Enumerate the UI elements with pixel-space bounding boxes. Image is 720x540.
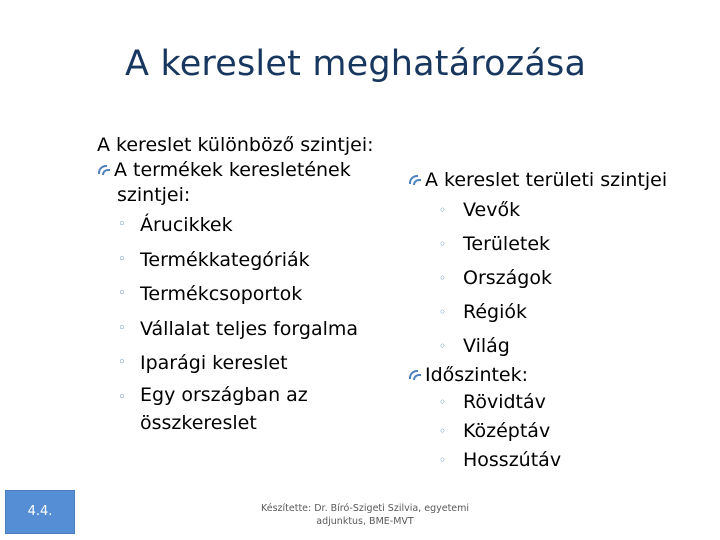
list-item: ◦ Területek [408, 227, 718, 261]
list-item: ◦ Termékcsoportok [97, 277, 417, 312]
sub-bullet-icon: ◦ [439, 305, 447, 319]
sub-bullet-icon: ◦ [118, 355, 126, 370]
group-heading-line2: szintjei: [117, 184, 191, 206]
group-heading [97, 158, 417, 208]
sub-bullet-icon: ◦ [439, 339, 447, 353]
left-column [97, 133, 417, 437]
slide-number-box: 4.4. [5, 490, 75, 534]
list-item: ◦ Régiók [408, 295, 718, 329]
list-item: ◦ Vállalat teljes forgalma [97, 312, 417, 347]
group-heading-line1: A termékek keresletének [114, 159, 351, 181]
list-item: ◦ Egy országban az összkereslet [97, 381, 417, 437]
list-item: ◦ Iparági kereslet [97, 346, 417, 381]
sub-bullet-icon: ◦ [439, 395, 447, 409]
time-heading: Időszintek: [408, 363, 718, 388]
intro-text: A kereslet különböző szintjei: [97, 134, 374, 156]
footer-line2: adjunktus, BME-MVT [316, 516, 414, 527]
sub-bullet-icon: ◦ [439, 237, 447, 251]
list-item: ◦ Hosszútáv [408, 446, 718, 475]
list-item: ◦ Középtáv [408, 417, 718, 446]
list-item: ◦ Világ [408, 329, 718, 363]
sub-bullet-icon: ◦ [439, 453, 447, 467]
bullet-icon [97, 165, 111, 175]
sub-bullet-icon: ◦ [118, 286, 126, 301]
sub-bullet-icon: ◦ [439, 203, 447, 217]
sub-bullet-icon: ◦ [118, 320, 126, 336]
territorial-heading: A kereslet területi szintjei [408, 168, 718, 193]
footer-line1: Készítette: Dr. Bíró-Szigeti Szilvia, egyetemi [260, 503, 470, 514]
bullet-icon [408, 370, 422, 380]
right-column [408, 168, 718, 475]
sub-bullet-icon: ◦ [439, 271, 447, 285]
list-item: ◦ Vevők [408, 193, 718, 227]
list-item: ◦ Rövidtáv [408, 388, 718, 417]
slide-title: A kereslet meghatározása [125, 44, 587, 84]
footer-credit [255, 502, 475, 528]
sub-bullet-icon: ◦ [118, 217, 126, 232]
sub-bullet-icon: ◦ [118, 251, 126, 267]
list-item: ◦ Országok [408, 261, 718, 295]
sub-bullet-icon: ◦ [118, 389, 126, 405]
list-item: ◦ Termékkategóriák [97, 243, 417, 278]
bullet-icon [408, 175, 422, 185]
sub-bullet-icon: ◦ [439, 424, 447, 438]
list-item: ◦ Árucikkek [97, 208, 417, 243]
